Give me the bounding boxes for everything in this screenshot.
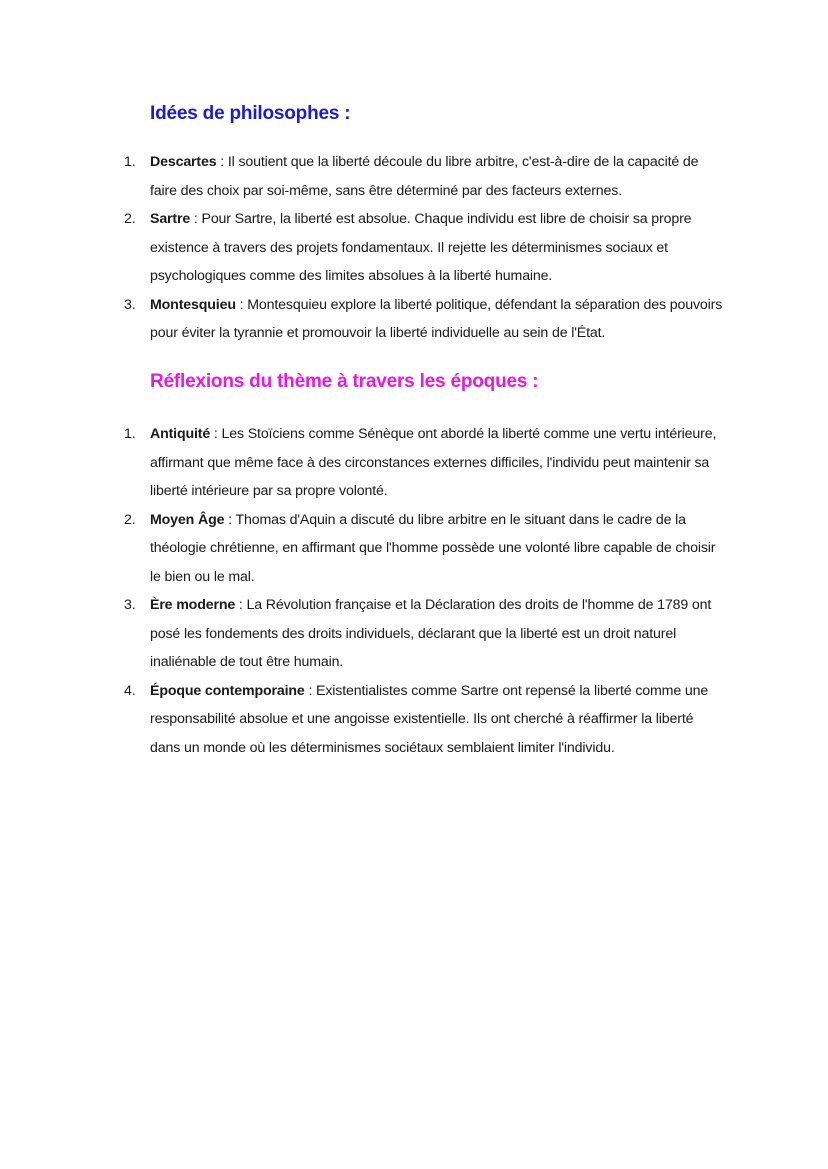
epochs-heading: Réflexions du thème à travers les époques :	[150, 371, 539, 392]
list-number: 4.	[124, 682, 136, 699]
list-item	[0, 205, 828, 291]
list-number: 2.	[124, 511, 136, 528]
epochs-list	[0, 420, 828, 762]
item-text: : La Révolution française et la Déclaration des droits de l'homme de 1789 ont posé les fondements des droits individuels, déclarant que la liberté est un droit naturel inaliénable de tout être humain.	[150, 597, 712, 670]
list-item	[0, 677, 828, 763]
item-term: Époque contemporaine	[150, 682, 305, 699]
list-item	[0, 506, 828, 592]
philosophers-heading: Idées de philosophes :	[150, 103, 351, 124]
list-item	[0, 420, 828, 506]
item-term: Ère moderne	[150, 597, 236, 613]
list-number: 3.	[124, 597, 136, 613]
item-term: Moyen Âge	[150, 511, 225, 528]
item-term: Descartes	[150, 154, 217, 170]
list-number: 1.	[124, 426, 136, 442]
item-term: Sartre	[150, 211, 191, 227]
philosophers-section	[0, 100, 828, 348]
item-text: : Thomas d'Aquin a discuté du libre arbitre en le situant dans le cadre de la théologie chrétienne, en affirmant que l'homme possède une volonté libre capable de choisir le bien ou le mal.	[150, 511, 716, 585]
philosophers-list	[0, 148, 828, 348]
list-item	[0, 148, 828, 205]
item-term: Montesquieu	[150, 296, 236, 313]
list-number: 3.	[124, 296, 136, 313]
item-text: : Pour Sartre, la liberté est absolue. Chaque individu est libre de choisir sa propre existence à travers des projets fondamentaux. Il rejette les déterminismes sociaux et psychologiques comme des limites absolues à la liberté humaine.	[150, 211, 692, 284]
list-item	[0, 291, 828, 348]
item-term: Antiquité	[150, 426, 211, 442]
item-text: : Les Stoïciens comme Sénèque ont abordé la liberté comme une vertu intérieure, affirmant que même face à des circonstances externes difficiles, l'individu peut maintenir sa liberté intérieure par sa propre volonté.	[150, 426, 717, 499]
epochs-section	[0, 368, 828, 762]
item-text: : Montesquieu explore la liberté politique, défendant la séparation des pouvoirs pour éviter la tyrannie et promouvoir la liberté individuelle au sein de l'État.	[150, 296, 723, 341]
item-text: : Il soutient que la liberté découle du libre arbitre, c'est-à-dire de la capacité de faire des choix par soi-même, sans être déterminé par des facteurs externes.	[150, 154, 699, 199]
list-item	[0, 591, 828, 677]
list-number: 1.	[124, 154, 136, 170]
item-text: : Existentialistes comme Sartre ont repensé la liberté comme une responsabilité absolue et une angoisse existentielle. Ils ont cherché à réaffirmer la liberté dans un monde où les déterminismes sociétaux semblaient limiter l'individu.	[150, 682, 709, 756]
list-number: 2.	[124, 211, 136, 227]
